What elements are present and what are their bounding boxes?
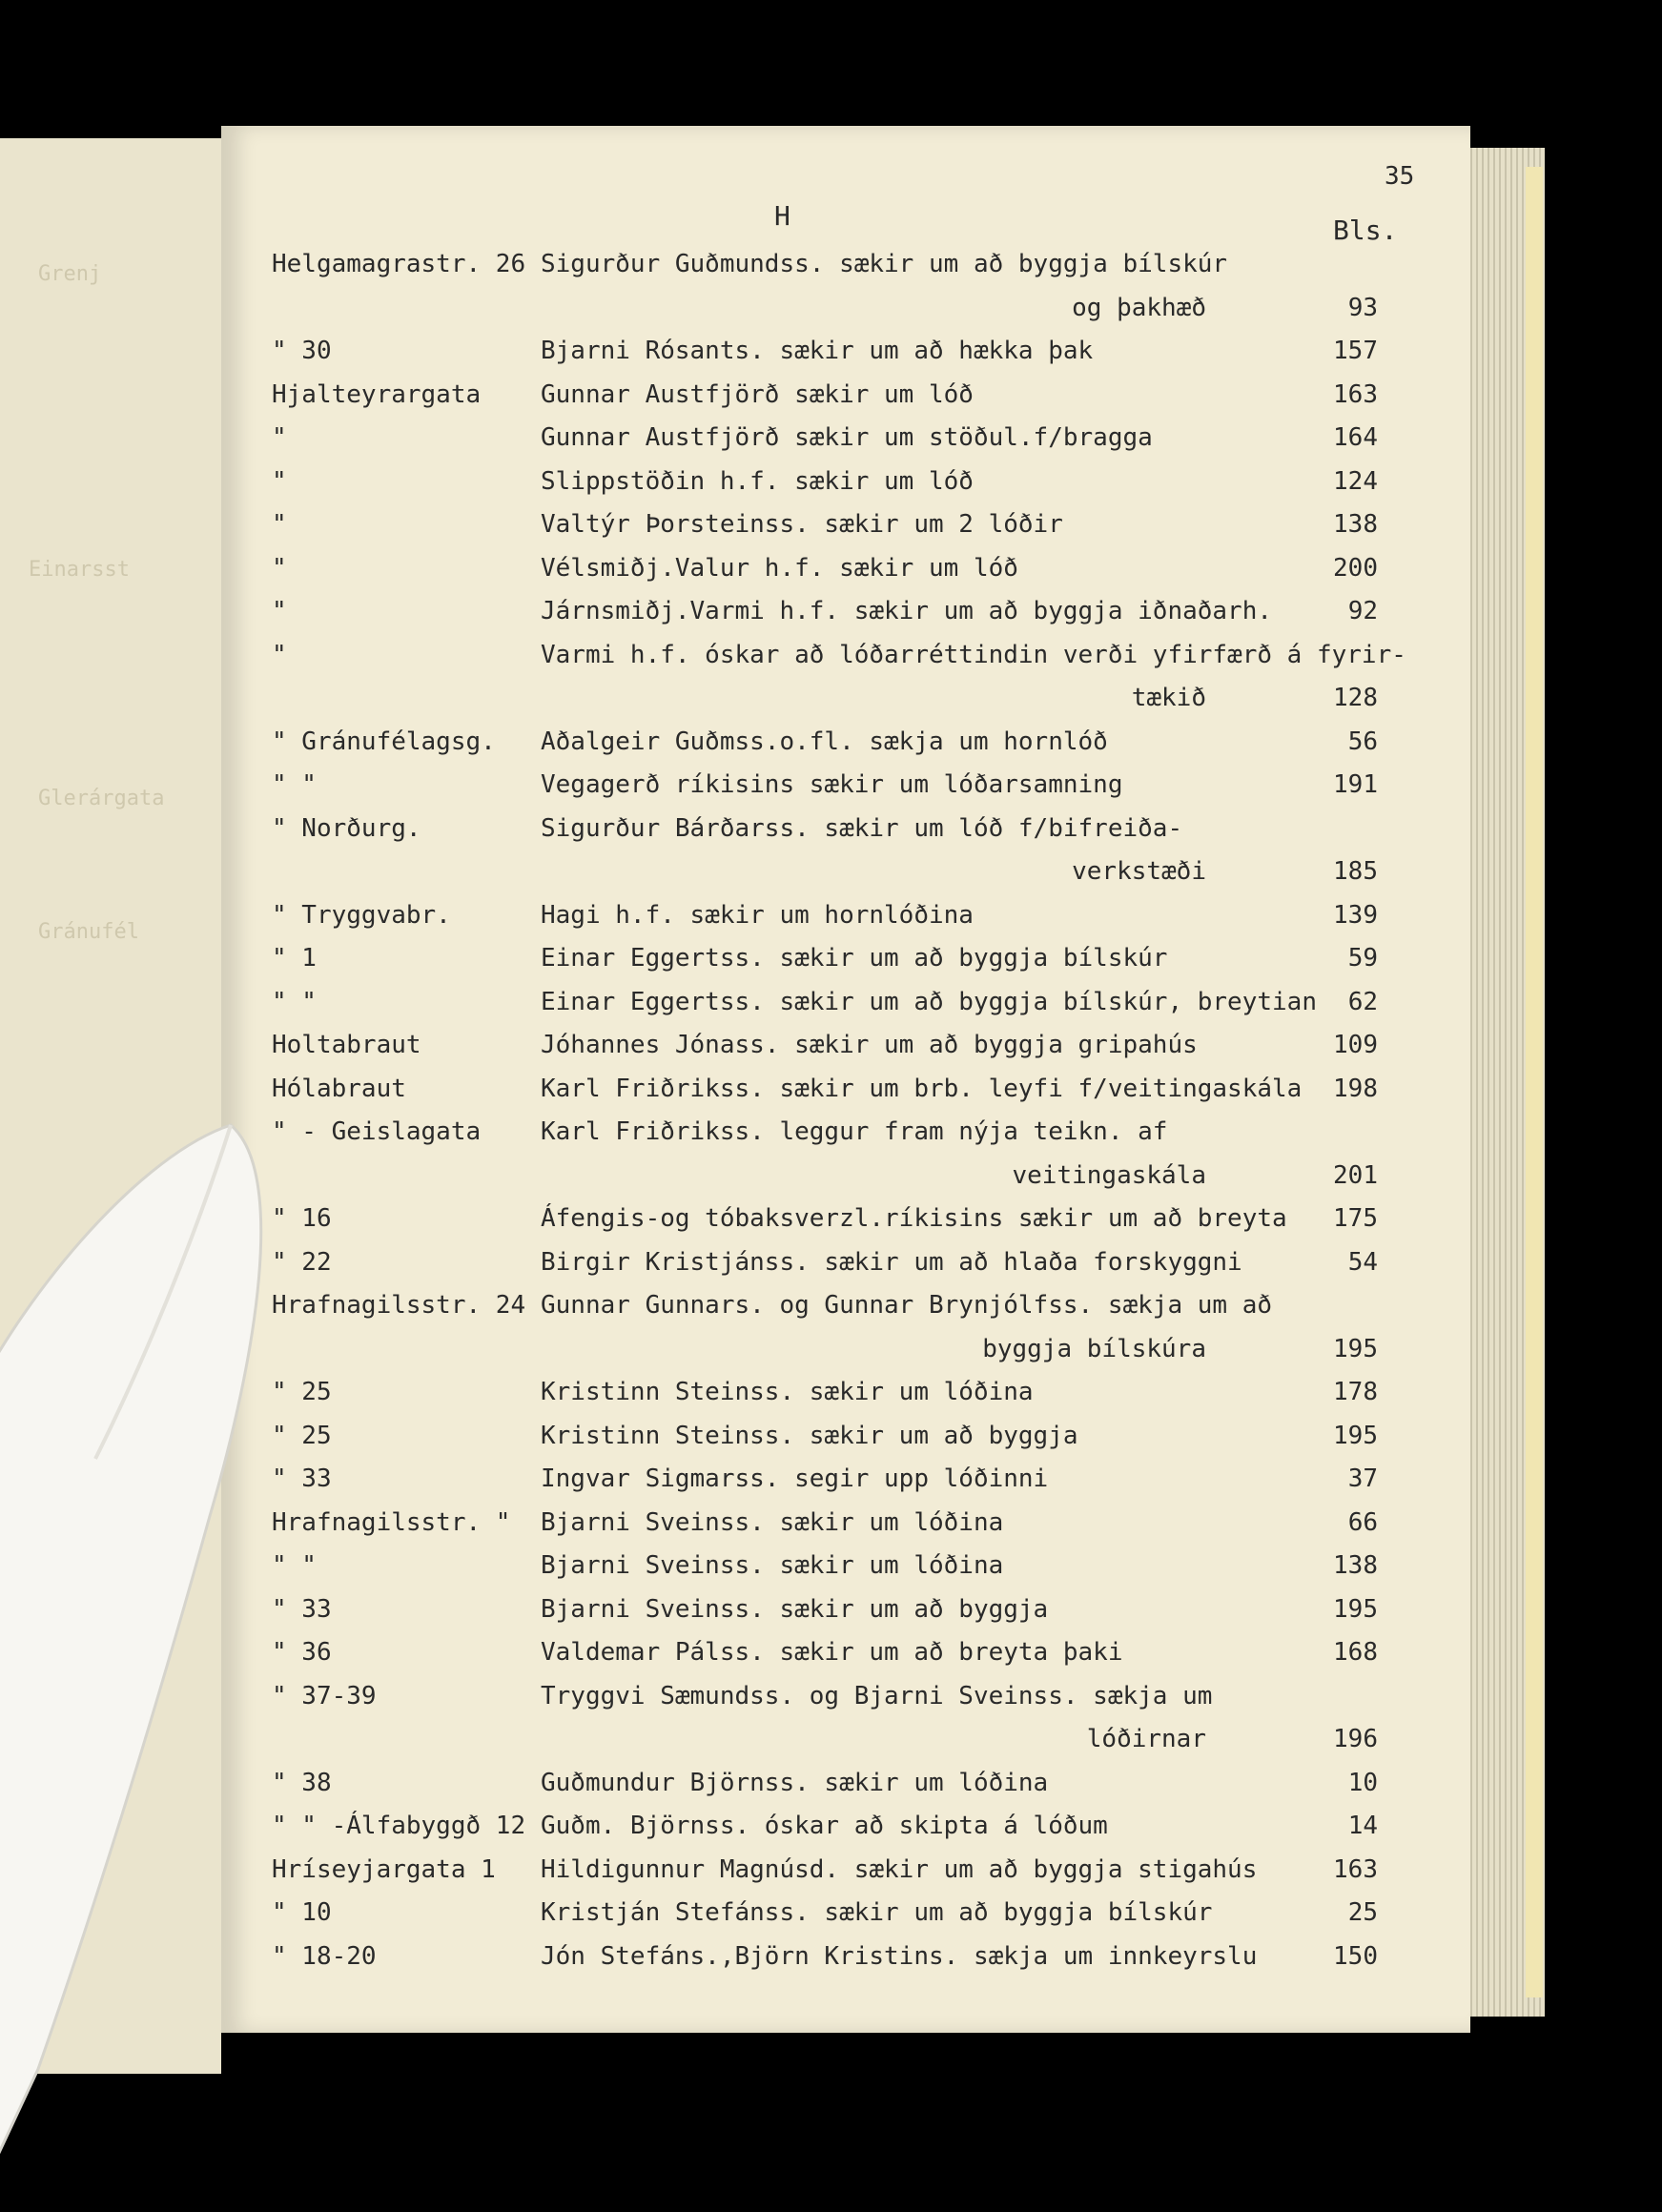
index-entry [272,1031,1521,1073]
index-entry [272,1378,1521,1420]
entry-description: Sigurður Guðmundss. sækir um að byggja bílskúr [541,250,1228,278]
street-address: " - Geislagata [272,1117,482,1146]
index-entry [272,1248,1521,1290]
entry-description: Gunnar Austfjörð sækir um stöðul.f/bragga [541,423,1153,452]
entry-description: Vélsmiðj.Valur h.f. sækir um lóð [541,554,1018,583]
index-entry [272,1422,1521,1464]
street-address: Hríseyjargata 1 [272,1855,496,1884]
entry-description: Einar Eggertss. sækir um að byggja bílskúr, breytian [541,988,1317,1016]
entry-description: Slippstöðin h.f. sækir um lóð [541,467,974,496]
index-entry [272,1942,1521,1984]
index-entry [272,1551,1521,1593]
street-address: " 10 [272,1898,332,1927]
street-address: " 16 [272,1204,332,1233]
entry-description: og þakhæð [1072,294,1206,322]
page-reference: 10 [1347,1769,1378,1797]
index-entry [272,250,1521,292]
entry-description: Jón Stefáns.,Björn Kristins. sækja um innkeyrslu [541,1942,1258,1971]
page-reference: 195 [1333,1422,1378,1450]
entry-description: verkstæði [1072,857,1206,886]
index-entry [272,337,1521,379]
section-letter: H [774,200,790,232]
entry-description: Bjarni Sveinss. sækir um lóðina [541,1551,1004,1580]
street-address: " 37-39 [272,1682,377,1710]
entry-description: Bjarni Rósants. sækir um að hækka þak [541,337,1094,365]
street-address: Hólabraut [272,1075,406,1103]
entry-description: Valtýr Þorsteinss. sækir um 2 lóðir [541,510,1063,539]
street-address: " [272,467,287,496]
page-reference: 128 [1333,684,1378,712]
entry-description: Karl Friðrikss. leggur fram nýja teikn. af [541,1117,1168,1146]
street-address: " 33 [272,1464,332,1493]
index-entry [272,641,1521,683]
page-reference: 191 [1333,770,1378,799]
street-address: " [272,554,287,583]
page-reference: 109 [1333,1031,1378,1059]
street-address: " 25 [272,1422,332,1450]
index-entry [272,1725,1521,1767]
page-reference: 56 [1347,727,1378,756]
street-address: Hrafnagilsstr. 24 [272,1291,526,1320]
entry-description: Kristján Stefánss. sækir um að byggja bílskúr [541,1898,1213,1927]
index-entry [272,1291,1521,1333]
index-entry [272,1508,1521,1550]
page-reference: 198 [1333,1075,1378,1103]
street-address: " [272,597,287,625]
page-reference: 195 [1333,1595,1378,1624]
index-entry [272,988,1521,1030]
entry-description: Varmi h.f. óskar að lóðarréttindin verði yfirfærð á fyrir- [541,641,1406,669]
entry-description: Guðmundur Björnss. sækir um lóðina [541,1769,1049,1797]
street-address: Hjalteyrargata [272,380,482,409]
entry-description: byggja bílskúra [982,1335,1206,1363]
paper-knife [0,1116,286,2212]
page-reference: 138 [1333,1551,1378,1580]
entry-description: lóðirnar [1086,1725,1206,1753]
page-reference: 59 [1347,944,1378,973]
street-address: " 18-20 [272,1942,377,1971]
page-reference: 201 [1333,1161,1378,1190]
index-entry [272,1464,1521,1506]
street-address: " [272,510,287,539]
street-address: " 22 [272,1248,332,1277]
street-address: " " -Álfabyggð 12 [272,1812,526,1840]
index-entry [272,814,1521,856]
index-entry [272,857,1521,899]
entry-description: Hagi h.f. sækir um hornlóðina [541,901,974,930]
page-reference: 168 [1333,1638,1378,1667]
ghost-text: Grenj [38,262,102,286]
index-entry [272,1117,1521,1159]
entry-description: Áfengis-og tóbaksverzl.ríkisins sækir um að breyta [541,1204,1287,1233]
entry-description: Birgir Kristjánss. sækir um að hlaða forskyggni [541,1248,1242,1277]
page-reference: 163 [1333,1855,1378,1884]
index-entry [272,294,1521,336]
index-entry [272,510,1521,552]
entry-description: Sigurður Bárðarss. sækir um lóð f/bifreiða- [541,814,1183,843]
entry-description: Einar Eggertss. sækir um að byggja bílskúr [541,944,1168,973]
entry-description: Kristinn Steinss. sækir um að byggja [541,1422,1078,1450]
entry-description: Guðm. Björnss. óskar að skipta á lóðum [541,1812,1108,1840]
street-address: " 38 [272,1769,332,1797]
page-reference: 196 [1333,1725,1378,1753]
street-address: Holtabraut [272,1031,421,1059]
page-reference: 138 [1333,510,1378,539]
street-address: " Gránufélagsg. [272,727,496,756]
index-entry [272,554,1521,596]
index-entry [272,1812,1521,1854]
page-reference: 175 [1333,1204,1378,1233]
entry-description: Aðalgeir Guðmss.o.fl. sækja um hornlóð [541,727,1108,756]
page-reference: 157 [1333,337,1378,365]
entry-description: Gunnar Austfjörð sækir um lóð [541,380,974,409]
index-entry [272,1075,1521,1116]
street-address: Hrafnagilsstr. " [272,1508,511,1537]
entry-description: Kristinn Steinss. sækir um lóðina [541,1378,1034,1406]
ghost-text: Einarsst [29,558,130,582]
street-address: Helgamagrastr. 26 [272,250,526,278]
page-reference: 164 [1333,423,1378,452]
street-address: " 33 [272,1595,332,1624]
street-address: " " [272,770,317,799]
entry-description: Valdemar Pálss. sækir um að breyta þaki [541,1638,1123,1667]
page-reference: 195 [1333,1335,1378,1363]
street-address: " 1 [272,944,317,973]
street-address: " " [272,988,317,1016]
entry-description: Járnsmiðj.Varmi h.f. sækir um að byggja iðnaðarh. [541,597,1273,625]
index-entry [272,380,1521,422]
index-entry [272,1161,1521,1203]
street-address: " [272,423,287,452]
index-entry [272,1595,1521,1637]
entry-description: Tryggvi Sæmundss. og Bjarni Sveinss. sækja um [541,1682,1213,1710]
street-address: " [272,641,287,669]
index-entry [272,1855,1521,1897]
page-reference: 150 [1333,1942,1378,1971]
index-entry [272,944,1521,986]
index-entry [272,901,1521,943]
page-reference: 139 [1333,901,1378,930]
page-reference: 54 [1347,1248,1378,1277]
ghost-text: Gránufél [38,920,139,944]
index-entry [272,1898,1521,1940]
page-reference: 37 [1347,1464,1378,1493]
street-address: " Tryggvabr. [272,901,451,930]
index-entry [272,684,1521,726]
entry-description: Bjarni Sveinss. sækir um að byggja [541,1595,1049,1624]
street-address: " 30 [272,337,332,365]
street-address: " 36 [272,1638,332,1667]
index-entry [272,1204,1521,1246]
index-entry [272,597,1521,639]
page-reference: 124 [1333,467,1378,496]
index-entry [272,770,1521,812]
page-reference: 185 [1333,857,1378,886]
ghost-text: Glerárgata [38,787,165,810]
index-entry [272,1682,1521,1724]
street-address: " 25 [272,1378,332,1406]
street-address: " Norðurg. [272,814,421,843]
index-entry [272,467,1521,509]
entry-description: Hildigunnur Magnúsd. sækir um að byggja stigahús [541,1855,1258,1884]
page-reference: 62 [1347,988,1378,1016]
index-entry [272,1638,1521,1680]
page-reference: 25 [1347,1898,1378,1927]
page-reference: 92 [1347,597,1378,625]
page-reference: 93 [1347,294,1378,322]
entry-description: Jóhannes Jónass. sækir um að byggja gripahús [541,1031,1198,1059]
index-entry [272,727,1521,769]
page-reference: 14 [1347,1812,1378,1840]
page-edge-tab [1526,167,1543,1997]
page-reference: 163 [1333,380,1378,409]
index-entry [272,1769,1521,1811]
entry-description: Gunnar Gunnars. og Gunnar Brynjólfss. sækja um að [541,1291,1273,1320]
entry-description: Ingvar Sigmarss. segir upp lóðinni [541,1464,1049,1493]
entry-description: Karl Friðrikss. sækir um brb. leyfi f/veitingaskála [541,1075,1303,1103]
page-reference: 200 [1333,554,1378,583]
index-entry [272,1335,1521,1377]
entry-description: Vegagerð ríkisins sækir um lóðarsamning [541,770,1123,799]
entry-description: tækið [1131,684,1206,712]
entry-description: Bjarni Sveinss. sækir um lóðina [541,1508,1004,1537]
entry-description: veitingaskála [1012,1161,1206,1190]
street-address: " " [272,1551,317,1580]
index-entry [272,423,1521,465]
page-reference: 178 [1333,1378,1378,1406]
page-reference: 66 [1347,1508,1378,1537]
page-number: 35 [1385,162,1415,191]
page-column-header: Bls. [1333,215,1398,246]
